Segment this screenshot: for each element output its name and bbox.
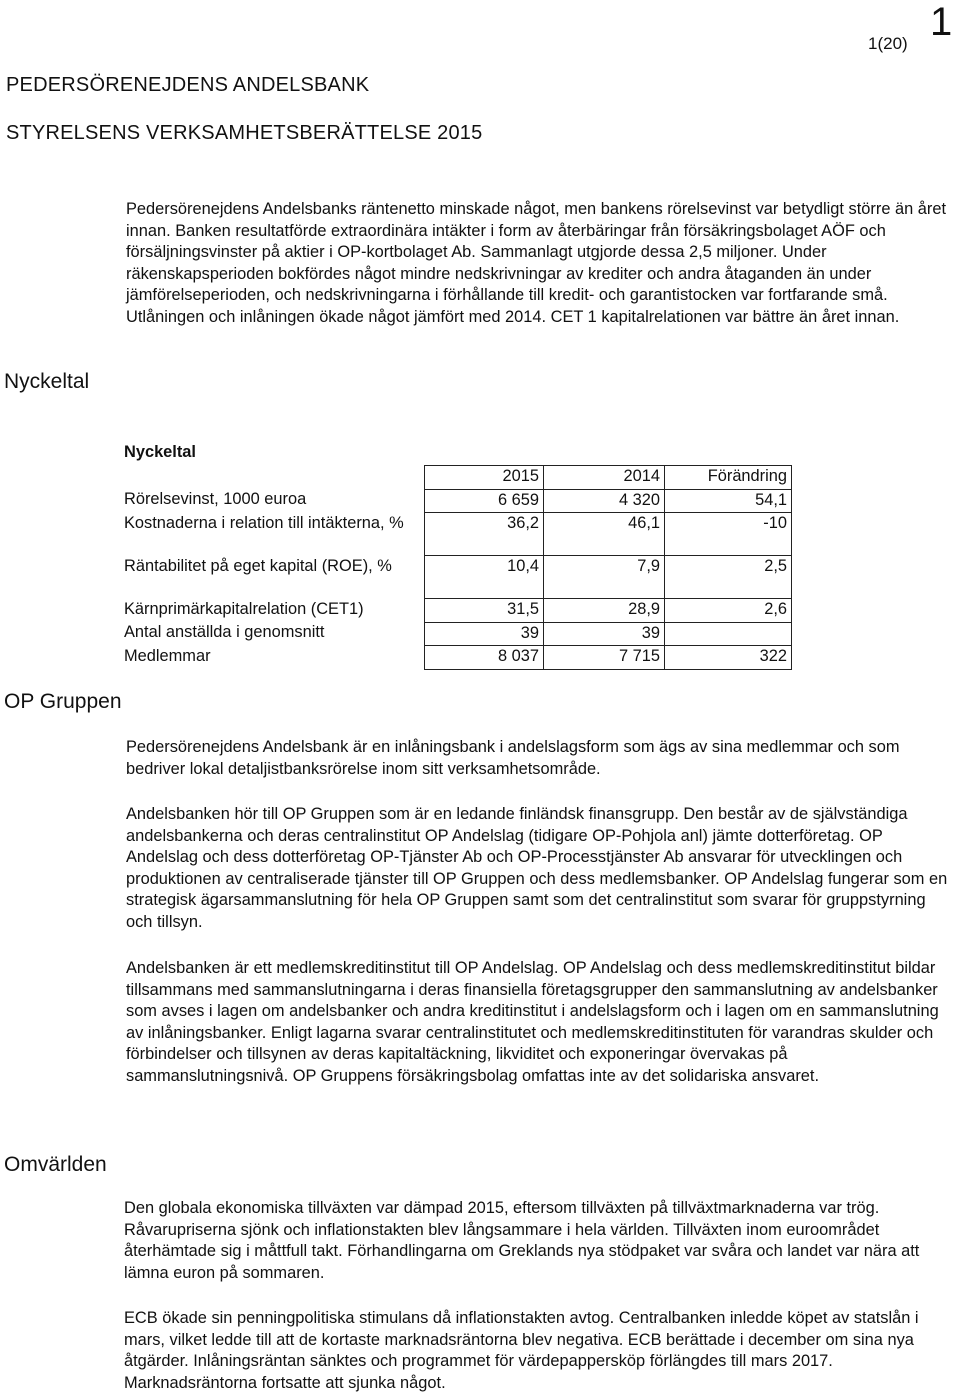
row-label: Räntabilitet på eget kapital (ROE), % — [124, 556, 392, 575]
section-heading-nyckeltal: Nyckeltal — [4, 370, 90, 393]
cell-change: 2,6 — [665, 599, 792, 623]
cell-2014: 46,1 — [544, 513, 665, 556]
cell-change — [665, 622, 792, 646]
op-paragraph-3: Andelsbanken är ett medlemskreditinstitut till OP Andelslag. OP Andelslag och dess medlemskreditinstitut bildar tillsammans med sammanslutningarna i deras finansiella företagsgrupper den sammanslutning av andelsbanker som avses i lagen om andelsbanker och andra kreditinstitut i andelslagsform och i lagen om en sammanslutning av inlåningsbanker. Enligt lagarna svarar centralinstitutet och medlemskreditinstituten för varandras skulder och förbindelser och tillsynen av deras kapitaltäckning, likviditet och exponeringar övervakas på sammanslutningsnivå. OP Gruppens försäkringsbolag omfattas inte av det solidariska ansvaret. — [126, 959, 939, 1085]
op-paragraph-2: Andelsbanken hör till OP Gruppen som är en ledande finländsk finansgrupp. Den består av de självständiga andelsbankerna och deras centralinstitut OP Andelslag (tidigare OP-Pohjola anl) jämte dotterföretag. OP Andelslag och dess dotterföretag OP-Tjänster Ab och OP-Processtjänster Ab ansvarar för utvecklingen och produktionen av centraliserade tjänster till OP Gruppen och dess medlemsbanker. OP Andelslag fungerar som en strategisk ägarsammanslutning för hela OP Gruppen samt som det centralinstitut som svarar för gruppstyrning och tillsyn. — [126, 805, 948, 931]
row-label: Medlemmar — [124, 646, 211, 665]
column-header-2014: 2014 — [544, 466, 665, 490]
page-counter: 1(20) — [868, 34, 908, 53]
table-row — [120, 622, 792, 646]
cell-change: 2,5 — [665, 556, 792, 599]
key-figures-table — [120, 439, 792, 670]
bank-name-heading: PEDERSÖRENEJDENS ANDELSBANK — [6, 74, 370, 96]
cell-2014: 4 320 — [544, 489, 665, 513]
cell-2014: 7,9 — [544, 556, 665, 599]
cell-2014: 39 — [544, 622, 665, 646]
table-row — [120, 489, 792, 513]
cell-2014: 28,9 — [544, 599, 665, 623]
omv-paragraph-1: Den globala ekonomiska tillväxten var dämpad 2015, eftersom tillväxten på tillväxtmarknaderna var trög. Råvarupriserna sjönk och inflationstakten blev långsammare i hela världen. Tillväxten inom euroområdet återhämtade sig i måttfull takt. Förhandlingarna om Greklands nya stödpaket var svåra och landet var nära att lämna euron på sommaren. — [124, 1199, 920, 1282]
cell-change: -10 — [665, 513, 792, 556]
row-label: Antal anställda i genomsnitt — [124, 623, 325, 641]
column-header-change: Förändring — [665, 466, 792, 490]
row-label: Kostnaderna i relation till intäkterna, % — [124, 513, 404, 532]
table-row — [120, 599, 792, 623]
page-number-large: 1 — [930, 0, 953, 44]
cell-2015: 31,5 — [425, 599, 544, 623]
table-title: Nyckeltal — [124, 443, 196, 461]
cell-2015: 6 659 — [425, 489, 544, 513]
section-heading-omvarlden: Omvärlden — [4, 1153, 107, 1176]
intro-paragraph: Pedersörenejdens Andelsbanks räntenetto minskade något, men bankens rörelsevinst var betydligt större än året innan. Banken resultatförde extraordinära intäkter i form av återbäringar från försäkringsbolaget AÖF och försäljningsvinster på aktier i OP-kortbolaget Ab. Sammanlagt utgjorde dessa 2,5 miljoner. Under räkenskapsperioden bokfördes något mindre nedskrivningar av krediter och andra åtaganden än under jämförelseperioden, och nedskrivningarna i förhållande till kredit- och garantistocken var fortfarande små. Utlåningen och inlåningen ökade något jämfört med 2014. CET 1 kapitalrelationen var bättre än året innan. — [126, 200, 947, 326]
row-label: Kärnprimärkapitalrelation (CET1) — [124, 599, 364, 618]
report-title-heading: STYRELSENS VERKSAMHETSBERÄTTELSE 2015 — [6, 122, 483, 144]
cell-2015: 39 — [425, 622, 544, 646]
omv-paragraph-2: ECB ökade sin penningpolitiska stimulans då inflationstakten avtog. Centralbanken inledde köpet av statslån i mars, vilket ledde till att de kortaste marknadsräntorna blev negativa. ECB berättade i december om sina nya åtgärder. Inlåningsräntan sänktes och programmet för värdepappersköp förlängdes till mars 2017. Marknadsräntorna fortsatte att sjunka något. — [124, 1309, 919, 1392]
cell-2015: 10,4 — [425, 556, 544, 599]
column-header-2015: 2015 — [425, 466, 544, 490]
cell-change: 322 — [665, 646, 792, 670]
table-row — [120, 513, 792, 556]
cell-2014: 7 715 — [544, 646, 665, 670]
cell-change: 54,1 — [665, 489, 792, 513]
cell-2015: 8 037 — [425, 646, 544, 670]
table-row — [120, 556, 792, 599]
table-row — [120, 646, 792, 670]
section-heading-op-gruppen: OP Gruppen — [4, 690, 122, 713]
cell-2015: 36,2 — [425, 513, 544, 556]
row-label: Rörelsevinst, 1000 euroa — [124, 490, 307, 508]
op-paragraph-1: Pedersörenejdens Andelsbank är en inlåningsbank i andelslagsform som ägs av sina medlemmar och som bedriver lokal detaljistbanksrörelse inom sitt verksamhetsområde. — [126, 738, 900, 778]
table-header-blank — [120, 466, 425, 490]
